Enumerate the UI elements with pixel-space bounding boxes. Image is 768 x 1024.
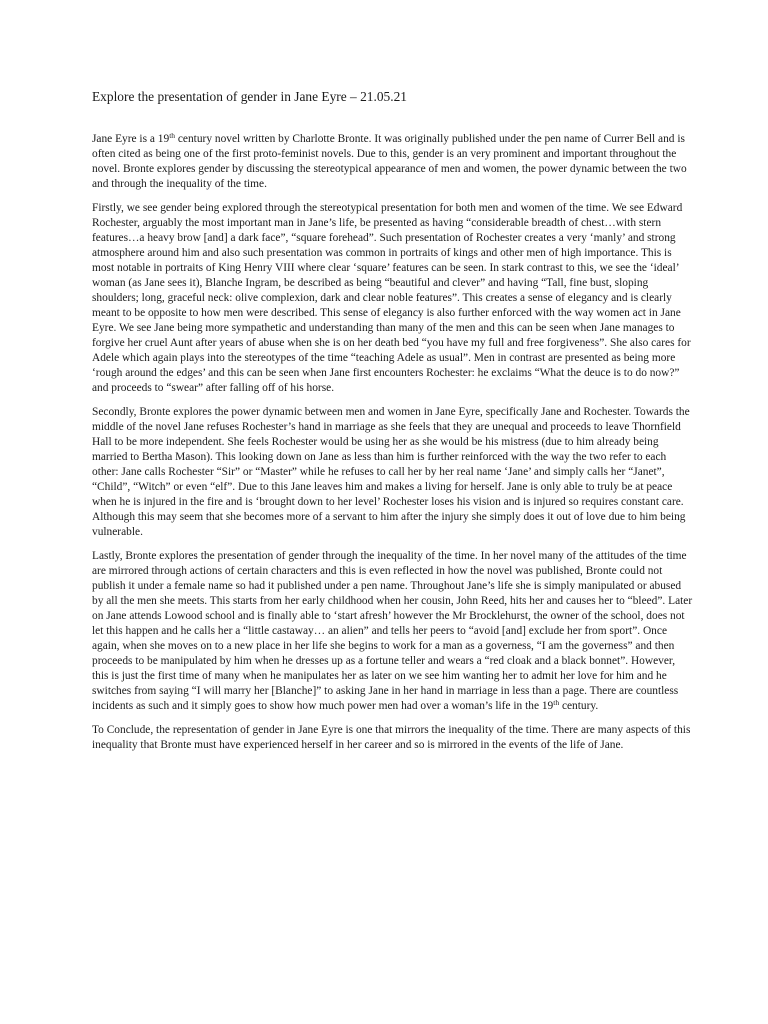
document-page [92, 88, 694, 762]
document-title: Explore the presentation of gender in Jane Eyre – 21.05.21 [92, 89, 407, 104]
paragraph-introduction: Jane Eyre is a 19th century novel written by Charlotte Bronte. It was originally published under the pen name of Currer Bell and is often cited as being one of the first proto-feminist novels. Due to this, gender is an very prominent and important throughout the novel. Bronte explores gender by discussing the stereotypical appearance of men and women, the power dynamic between the two and through the inequality of the time. [92, 131, 687, 190]
paragraph-stereotypes: Firstly, we see gender being explored through the stereotypical presentation for both men and women of the time. We see Edward Rochester, arguably the most important man in Jane’s life, be presented as having “considerable breadth of chest…with stern features…a heavy brow [and] a dark face”, “square forehead”. Such presentation of Rochester creates a very ‘manly’ and strong atmosphere around him and also such presentation was common in portraits of kings and other men of high importance. This is most notable in portraits of King Henry VIII where clear ‘square’ features can be seen. In stark contrast to this, we see the ‘ideal’ woman (as Jane sees it), Blanche Ingram, be described as being “beautiful and clever” and having “Tall, fine bust, sloping shoulders; long, graceful neck: olive complexion, dark and clear noble features”. This creates a sense of elegancy and is clearly meant to be opposite to how men were described. This sense of elegancy is also further enforced with the way women act in Jane Eyre. We see Jane being more sympathetic and understanding than many of the men and this can be seen when Jane manages to forgive her cruel Aunt after years of abuse when she is on her death bed “you have my full and free forgiveness”. She also cares for Adele which again plays into the stereotypes of the time “teaching Adele as usual”. Men in contrast are presented as being more ‘rough around the edges’ and this can be seen when Jane first encounters Rochester: he exclaims “What the deuce is to do now?” and proceeds to “swear” after falling off of his horse. [92, 202, 691, 394]
paragraph-inequality: Lastly, Bronte explores the presentation of gender through the inequality of the time. In her novel many of the attitudes of the time are mirrored through actions of certain characters and this is even reflected in how the novel was published, Bronte could not publish it under a female name so had it published under a pen name. Throughout Jane’s life she is simply manipulated or abused by all the men she meets. This starts from her early childhood when her cousin, John Reed, hits her and causes her to “bleed”. Later on Jane attends Lowood school and is finally able to ‘start afresh’ however the Mr Brocklehurst, the owner of the school, does not let this happen and he calls her a “little castaway… an alien” and tells her peers to “avoid [and] exclude her from sport”. Once again, when she moves on to a new place in her life she begins to work for a man as a governess, “I am the governess” and then proceeds to be manipulated by him when he dresses up as a fortune teller and wears a “red cloak and a black bonnet”. However, this is just the first time of many when he manipulates her as later on we see him wanting her to admit her love for him and he switches from saying “I will marry her [Blanche]” to asking Jane in her hand in marriage in less than a page. There are countless incidents as such and it simply goes to show how much power men had over a woman’s life in the 19th century. [92, 550, 693, 712]
paragraph-conclusion: To Conclude, the representation of gender in Jane Eyre is one that mirrors the inequality of the time. There are many aspects of this inequality that Bronte must have experienced herself in her career and so is mirrored in the events of the life of Jane. [92, 724, 691, 751]
paragraph-power-dynamic: Secondly, Bronte explores the power dynamic between men and women in Jane Eyre, specifically Jane and Rochester. Towards the middle of the novel Jane refuses Rochester’s hand in marriage as she feels that they are unequal and proceeds to leave Thornfield Hall to be more independent. She feels Rochester would be using her as she would be his mistress (due to him already being married to Bertha Mason). This looking down on Jane as less than him is further reinforced with the way the two refer to each other: Jane calls Rochester “Sir” or “Master” while he refuses to call her by her real name ‘Jane’ and simply calls her “Janet”, “Child”, “Witch” or even “elf”. Due to this Jane leaves him and makes a living for herself. Jane is only able to truly be at peace when he is injured in the fire and is ‘brought down to her level’ Rochester loses his vision and is injured so requires constant care. Although this may seem that she becomes more of a servant to him after the injury she simply does it out of love due to him being vulnerable. [92, 406, 690, 538]
